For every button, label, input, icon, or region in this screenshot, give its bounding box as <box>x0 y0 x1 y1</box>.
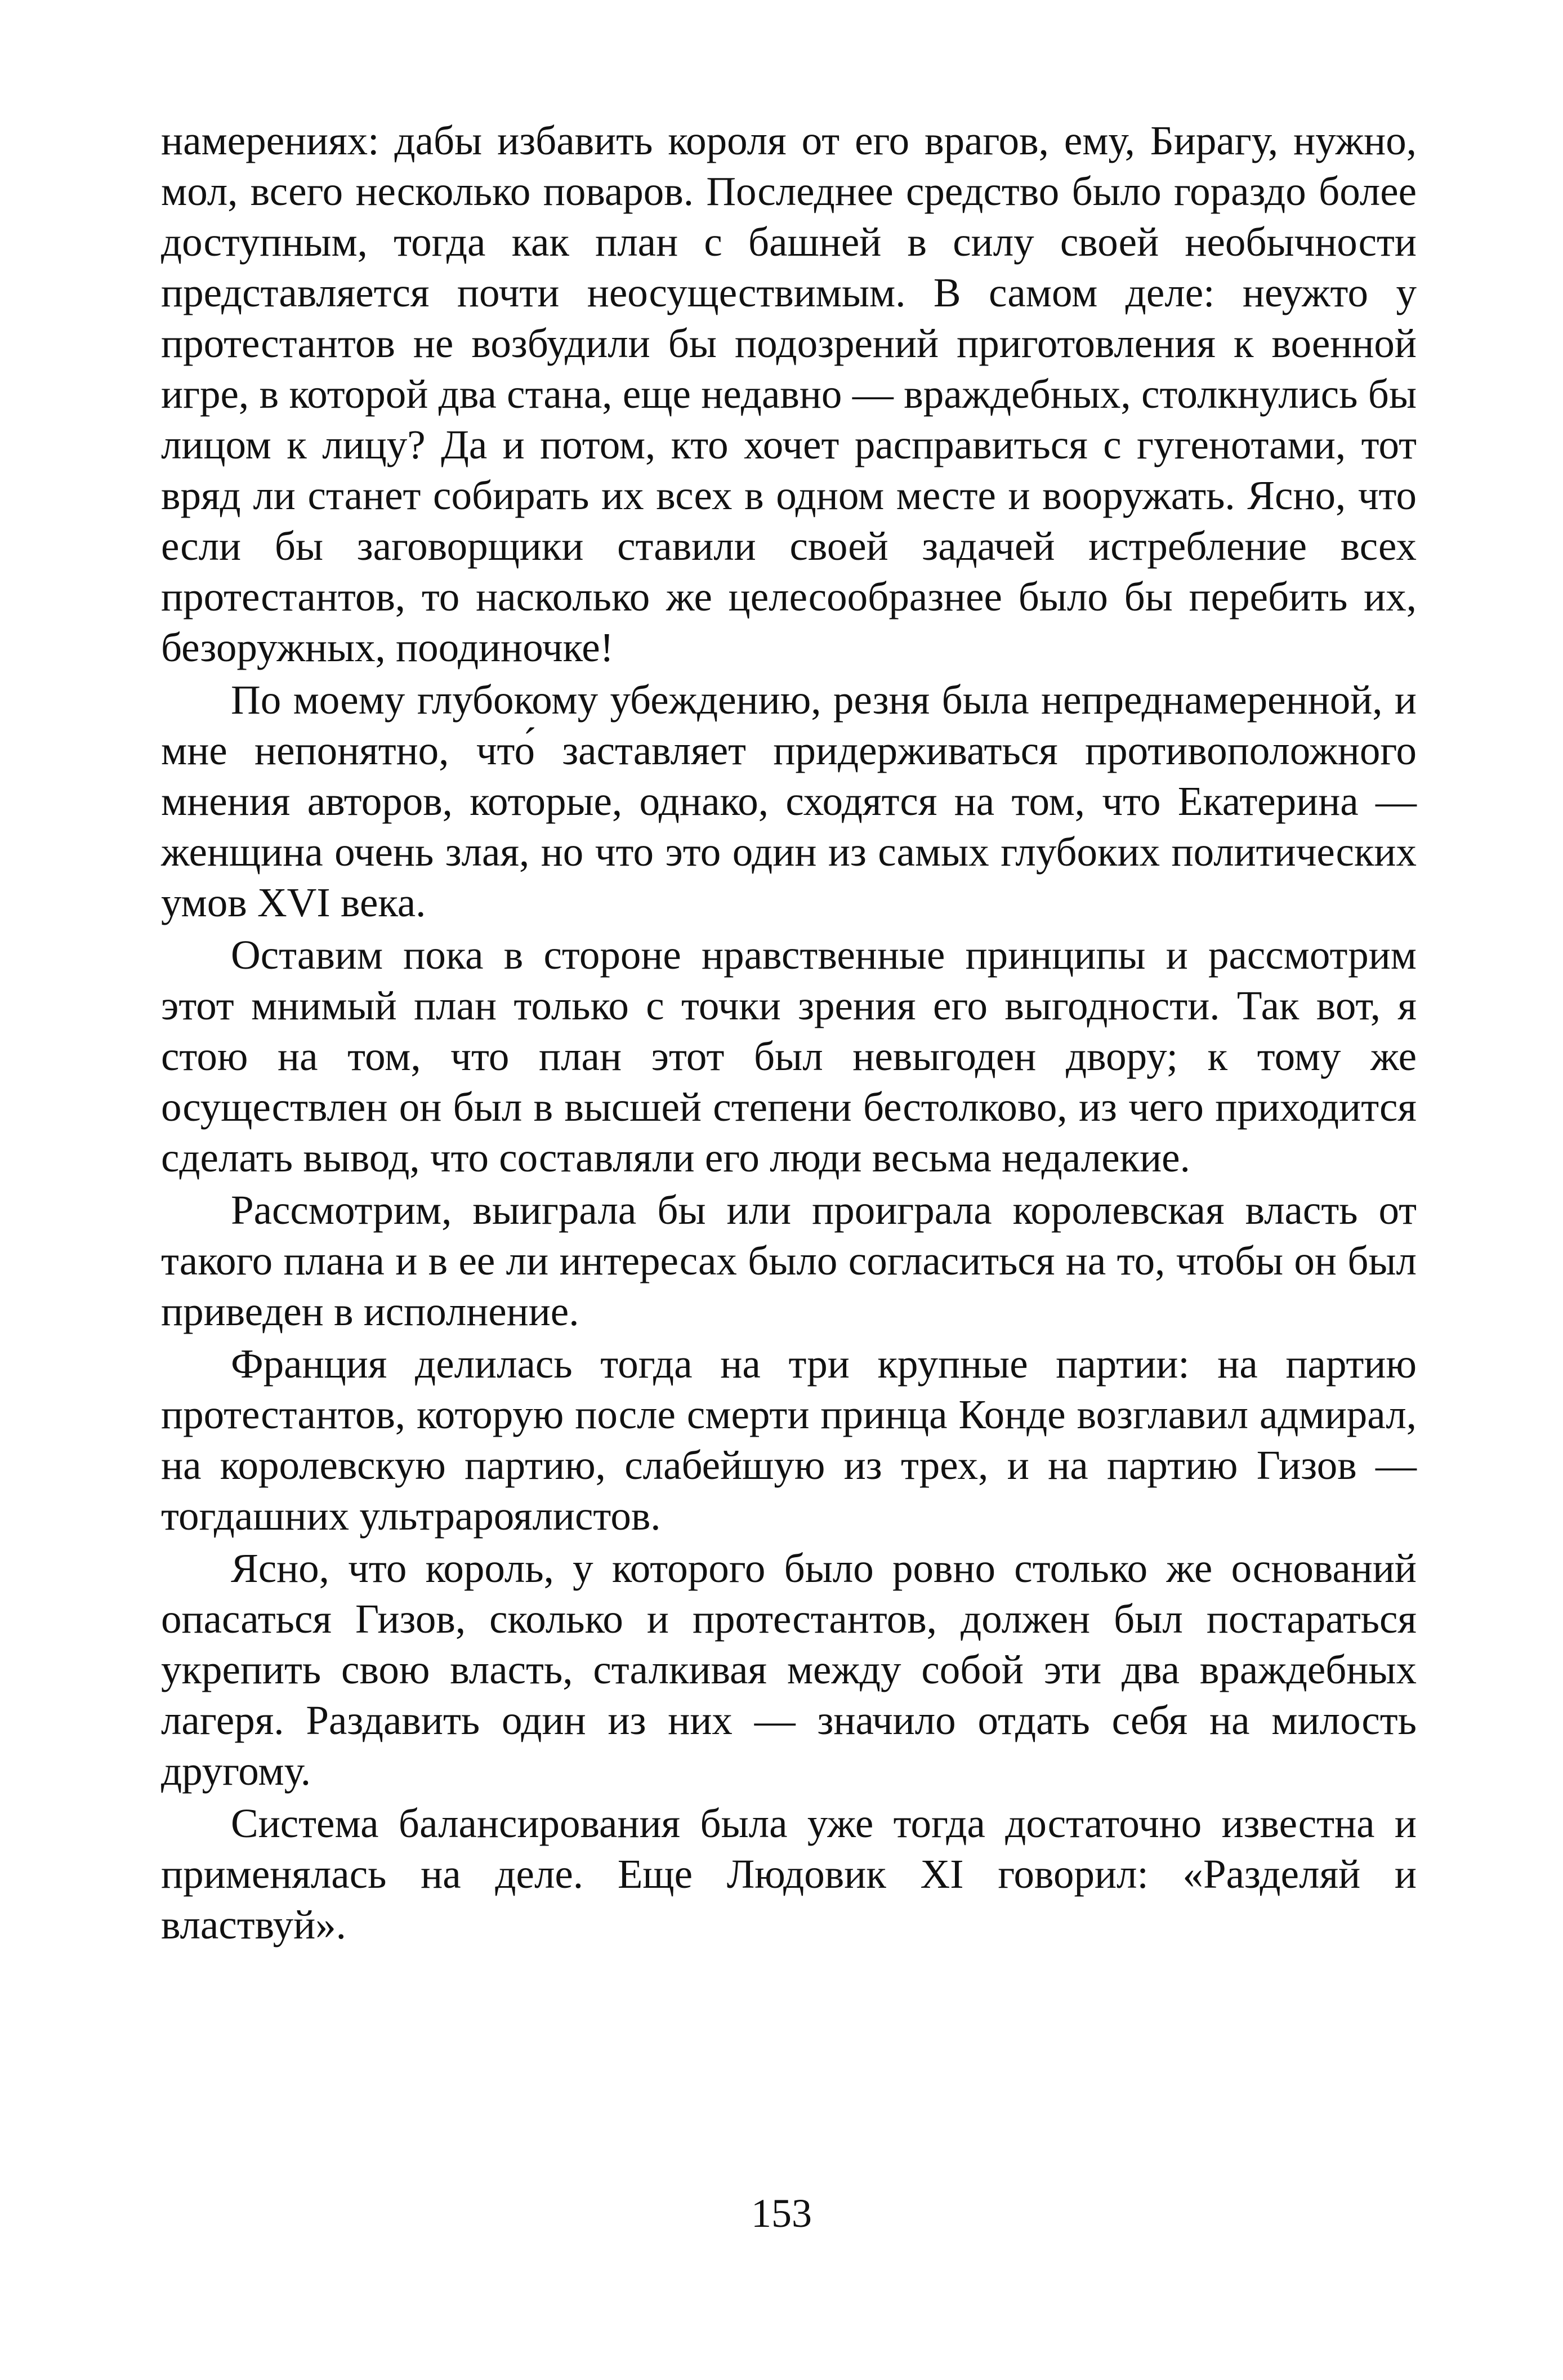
paragraph-5: Франция делилась тогда на три крупные партии: на партию протестантов, которую после смерти принца Конде возглавил адмирал, на королевскую партию, слабейшую из трех, и на партию Гизов — тогдашних ультрароялистов. <box>161 1341 1417 1539</box>
paragraph-6: Ясно, что король, у которого было ровно столько же оснований опасаться Гизов, сколько и протестантов, должен был постараться укрепить свою власть, сталкивая между собой эти два враждебных лагеря. Раздавить один из них — значило отдать себя на милость другому. <box>161 1545 1417 1794</box>
paragraph-1: намерениях: дабы избавить короля от его врагов, ему, Бирагу, нужно, мол, всего несколько поваров. Последнее средство было гораздо более доступным, тогда как план с башней в силу своей необычности представляется почти неосуществимым. В самом деле: неужто у протестантов не возбудили бы подозрений приготовления к военной игре, в которой два стана, еще недавно — враждебных, столкнулись бы лицом к лицу? Да и потом, кто хочет расправиться с гугенотами, тот вряд ли станет собирать их всех в одном месте и вооружать. Ясно, что если бы заговорщики ставили своей задачей истребление всех протестантов, то насколько же целесообразнее было бы перебить их, безоружных, поодиночке! <box>161 118 1417 670</box>
page-body <box>161 115 1417 1950</box>
paragraph-7: Система балансирования была уже тогда достаточно известна и применялась на деле. Еще Людовик XI говорил: «Разделяй и властвуй». <box>161 1800 1417 1947</box>
paragraph-3: Оставим пока в стороне нравственные принципы и рассмотрим этот мнимый план только с точки зрения его выгодности. Так вот, я стою на том, что план этот был невыгоден двору; к тому же осуществлен он был в высшей степени бестолково, из чего приходится сделать вывод, что составляли его люди весьма недалекие. <box>161 932 1417 1180</box>
page-number: 153 <box>751 2191 812 2236</box>
paragraph-4: Рассмотрим, выиграла бы или проиграла королевская власть от такого плана и в ее ли интересах было согласиться на то, чтобы он был приведен в исполнение. <box>161 1187 1417 1334</box>
paragraph-2: По моему глубокому убеждению, резня была непреднамеренной, и мне непонятно, что́ заставляет придерживаться противоположного мнения авторов, которые, однако, сходятся на том, что Екатерина — женщина очень злая, но что это один из самых глубоких политических умов XVI века. <box>161 677 1417 925</box>
